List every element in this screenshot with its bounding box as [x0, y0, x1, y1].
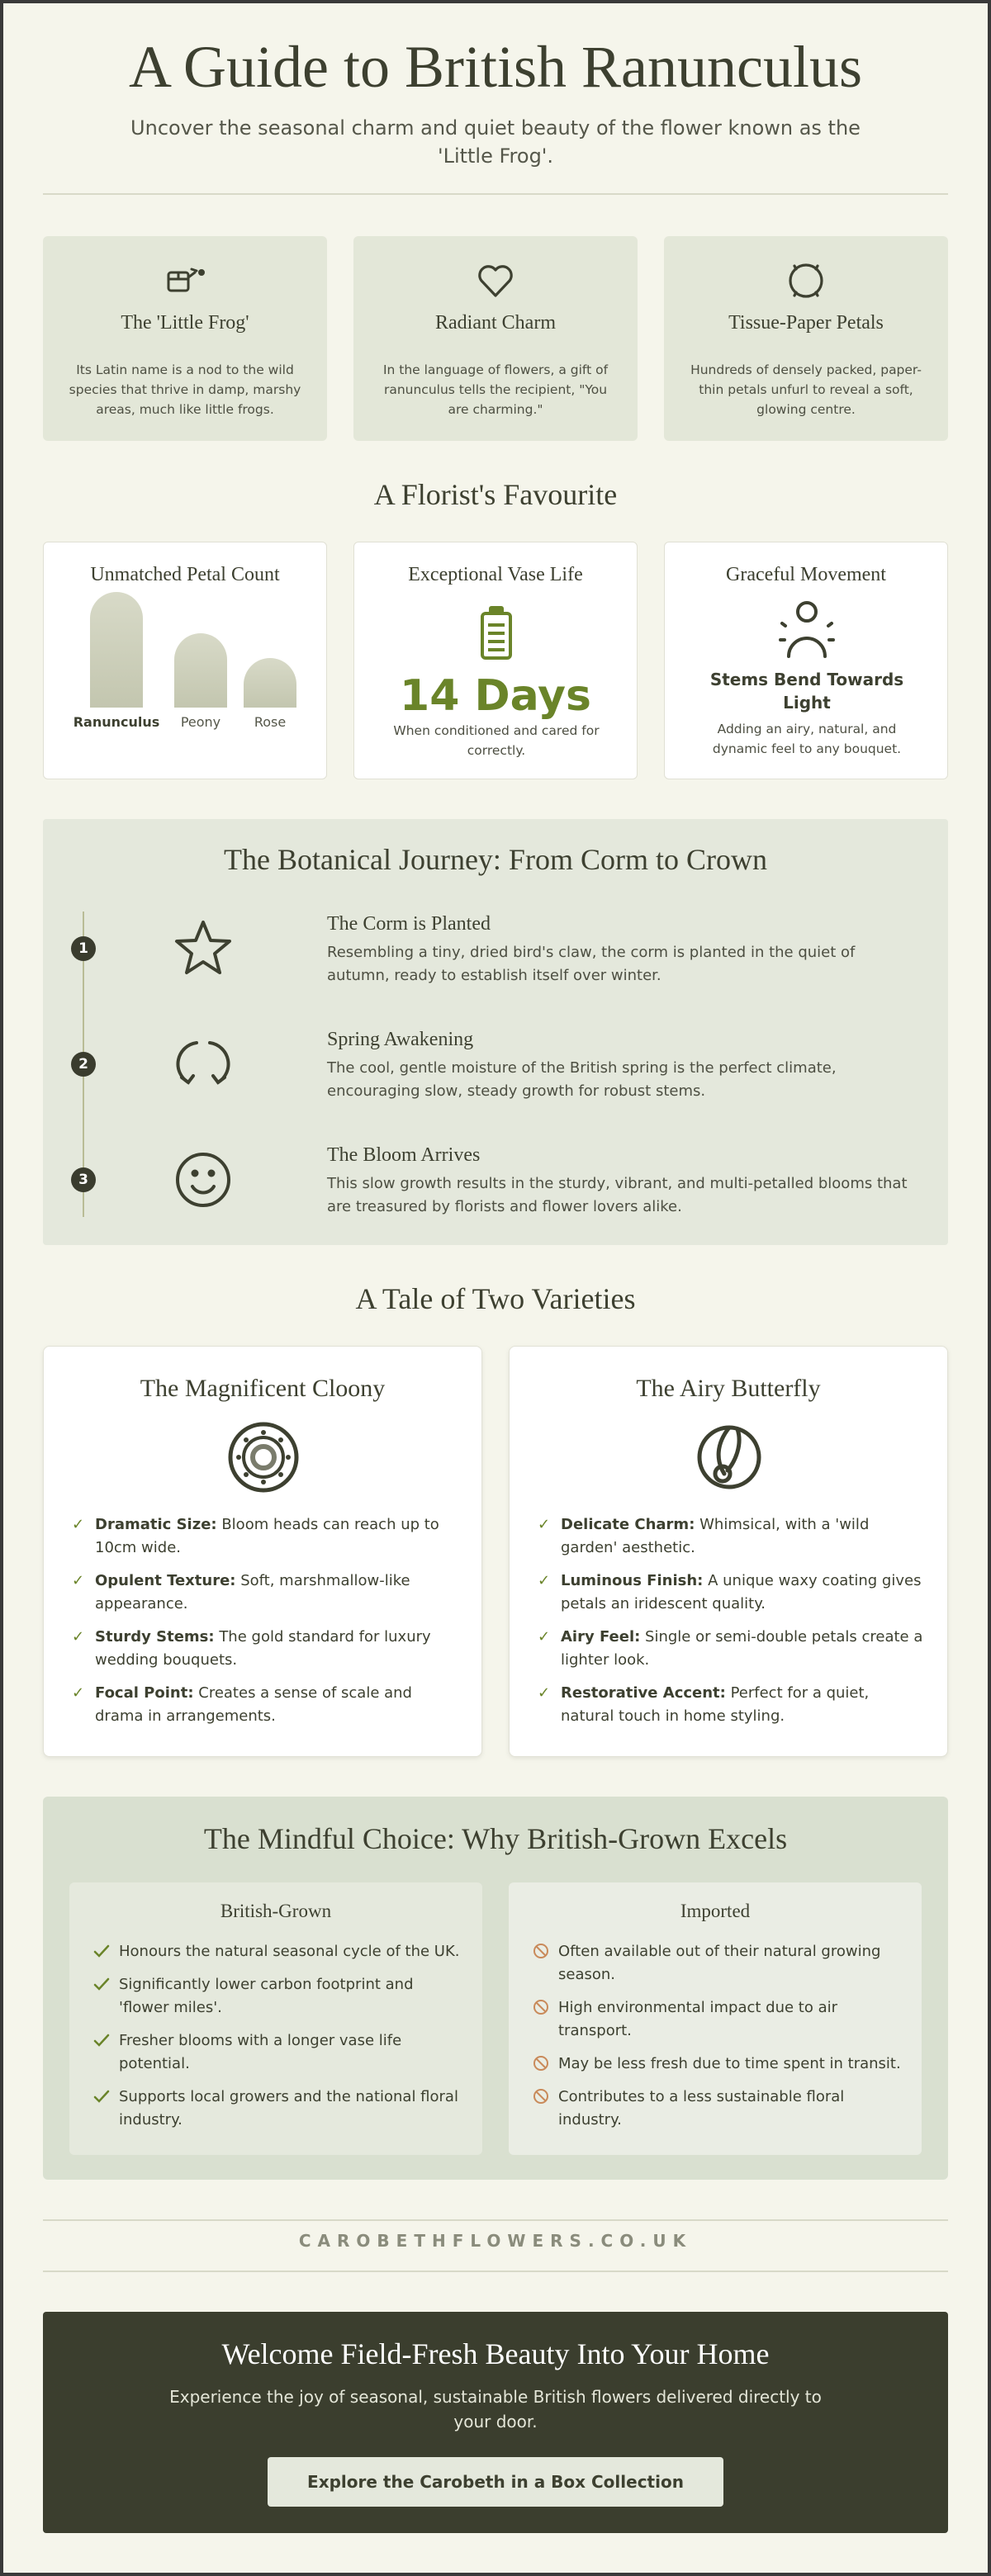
- petal-bar-peony: [174, 633, 227, 708]
- list-item: ✓ Restorative Accent: Perfect for a quiet, natural touch in home styling.: [538, 1682, 926, 1728]
- british-grown-column: [69, 1882, 482, 2155]
- british-list: [92, 1940, 462, 2142]
- check-icon: ✓: [72, 1516, 85, 1533]
- cta-title: Welcome Field-Fresh Beauty Into Your Home: [221, 2337, 770, 2370]
- check-icon: [92, 1942, 111, 1960]
- list-item: Fresher blooms with a longer vase life potential.: [92, 2029, 462, 2076]
- vase-life-stat: 14 Days: [400, 671, 591, 721]
- prohibited-icon: [532, 2087, 550, 2105]
- column-title: Imported: [680, 1901, 751, 1921]
- feature-text: In the language of flowers, a gift of ranunculus tells the recipient, "You are charming.": [382, 362, 609, 417]
- list-item: Honours the natural seasonal cycle of the UK.: [92, 1940, 462, 1963]
- imported-column: [509, 1882, 922, 2155]
- target-flower-icon: [225, 1419, 301, 1495]
- frog-icon: [165, 261, 205, 301]
- feature-title: Tissue-Paper Petals: [728, 312, 884, 334]
- feature-title: Radiant Charm: [435, 312, 556, 334]
- card-title: Graceful Movement: [726, 564, 886, 585]
- petal-bar-rose: [244, 658, 296, 708]
- prohibited-icon: [532, 1998, 550, 2016]
- imported-list: [532, 1940, 902, 2142]
- prohibited-icon: [532, 1942, 550, 1960]
- divider: [43, 193, 948, 195]
- petal-bar-label: Peony: [180, 714, 221, 730]
- prohibited-icon: [532, 2054, 550, 2072]
- step-text: The cool, gentle moisture of the British spring is the perfect climate, encouraging slow, steady growth for robust stems.: [327, 1059, 837, 1100]
- movement-heading: Stems Bend Towards Light: [709, 670, 904, 713]
- petal-bar-label: Rose: [254, 714, 287, 730]
- sun-person-icon: [777, 599, 837, 661]
- card-title: Unmatched Petal Count: [90, 564, 280, 585]
- list-item: Often available out of their natural growing season.: [532, 1940, 902, 1986]
- feature-card-little-frog: [43, 236, 327, 441]
- check-icon: ✓: [538, 1572, 551, 1589]
- check-icon: [92, 2087, 111, 2105]
- step-number: 3: [71, 1167, 96, 1192]
- list-item: Significantly lower carbon footprint and 'flower miles'.: [92, 1973, 462, 2020]
- divider: [43, 2219, 948, 2221]
- cta-text: Experience the joy of seasonal, sustainable British flowers delivered directly to your door.: [169, 2387, 822, 2432]
- step-number: 2: [71, 1052, 96, 1077]
- list-item: High environmental impact due to air transport.: [532, 1996, 902, 2043]
- check-icon: ✓: [72, 1628, 85, 1646]
- feature-text: Hundreds of densely packed, paper-thin petals unfurl to reveal a soft, glowing centre.: [690, 362, 922, 417]
- petal-bar-label: Ranunculus: [73, 714, 160, 730]
- variety-title: The Airy Butterfly: [636, 1375, 821, 1402]
- heart-icon: [476, 261, 515, 301]
- list-item: Contributes to a less sustainable floral industry.: [532, 2086, 902, 2132]
- card-title: Exceptional Vase Life: [408, 564, 583, 585]
- feature-card-tissue-paper: [664, 236, 948, 441]
- petal-count-card: [43, 542, 327, 779]
- list-item: ✓ Dramatic Size: Bloom heads can reach up to 10cm wide.: [72, 1513, 460, 1560]
- list-item: ✓ Delicate Charm: Whimsical, with a 'wild garden' aesthetic.: [538, 1513, 926, 1560]
- movement-text: Adding an airy, natural, and dynamic feel to any bouquet.: [712, 722, 902, 756]
- feature-text: Its Latin name is a nod to the wild species that thrive in damp, marshy areas, much like little frogs.: [69, 362, 301, 417]
- section-title-florist: A Florist's Favourite: [373, 478, 618, 511]
- refresh-icon: [172, 1033, 235, 1096]
- butterfly-flower-icon: [691, 1419, 767, 1495]
- step-text: This slow growth results in the sturdy, vibrant, and multi-petalled blooms that are treasured by florists and flower lovers alike.: [327, 1175, 908, 1215]
- mindful-choice-section: [43, 1797, 948, 2180]
- petals-icon: [786, 261, 826, 301]
- vase-life-card: [353, 542, 638, 779]
- list-item: ✓ Opulent Texture: Soft, marshmallow-like appearance.: [72, 1570, 460, 1616]
- variety-title: The Magnificent Cloony: [140, 1375, 386, 1402]
- variety-points: [72, 1513, 460, 1738]
- petal-bar-ranunculus: [90, 592, 143, 708]
- list-item: ✓ Focal Point: Creates a sense of scale and drama in arrangements.: [72, 1682, 460, 1728]
- variety-card-butterfly: [509, 1346, 948, 1757]
- section-title-mindful: The Mindful Choice: Why British-Grown Excels: [203, 1822, 788, 1855]
- graceful-movement-card: [664, 542, 948, 779]
- explore-collection-button[interactable]: Explore the Carobeth in a Box Collection: [268, 2457, 723, 2507]
- check-icon: ✓: [72, 1684, 85, 1702]
- smile-icon: [172, 1148, 235, 1211]
- website-link[interactable]: CAROBETHFLOWERS.CO.UK: [298, 2231, 693, 2251]
- list-item: ✓ Airy Feel: Single or semi-double petals create a lighter look.: [538, 1626, 926, 1672]
- check-icon: ✓: [538, 1684, 551, 1702]
- divider: [43, 2271, 948, 2272]
- feature-title: The 'Little Frog': [121, 312, 249, 334]
- check-icon: ✓: [538, 1628, 551, 1646]
- page-title: A Guide to British Ranunculus: [129, 34, 862, 100]
- check-icon: [92, 1975, 111, 1993]
- vase-life-text: When conditioned and cared for correctly.: [393, 723, 600, 758]
- section-title-varieties: A Tale of Two Varieties: [355, 1282, 636, 1315]
- star-icon: [172, 917, 235, 980]
- list-item: ✓ Sturdy Stems: The gold standard for luxury wedding bouquets.: [72, 1626, 460, 1672]
- step-text: Resembling a tiny, dried bird's claw, the corm is planted in the quiet of autumn, ready to establish itself over winter.: [327, 944, 856, 984]
- page-subtitle: Uncover the seasonal charm and quiet beauty of the flower known as the 'Little Frog'.: [130, 116, 861, 168]
- list-item: Supports local growers and the national floral industry.: [92, 2086, 462, 2132]
- feature-card-radiant-charm: [353, 236, 638, 441]
- step-title: Spring Awakening: [327, 1029, 474, 1050]
- check-icon: ✓: [72, 1572, 85, 1589]
- step-title: The Corm is Planted: [327, 913, 491, 935]
- list-item: May be less fresh due to time spent in transit.: [532, 2053, 902, 2076]
- list-item: ✓ Luminous Finish: A unique waxy coating gives petals an iridescent quality.: [538, 1570, 926, 1616]
- variety-points: [538, 1513, 926, 1738]
- check-icon: [92, 2031, 111, 2049]
- column-title: British-Grown: [220, 1901, 332, 1921]
- step-number: 1: [71, 936, 96, 961]
- cta-banner: [43, 2312, 948, 2533]
- botanical-journey-section: [43, 819, 948, 1245]
- check-icon: ✓: [538, 1516, 551, 1533]
- battery-icon: [478, 605, 514, 661]
- step-title: The Bloom Arrives: [327, 1144, 481, 1166]
- section-title-journey: The Botanical Journey: From Corm to Crown: [224, 843, 767, 876]
- variety-card-cloony: [43, 1346, 482, 1757]
